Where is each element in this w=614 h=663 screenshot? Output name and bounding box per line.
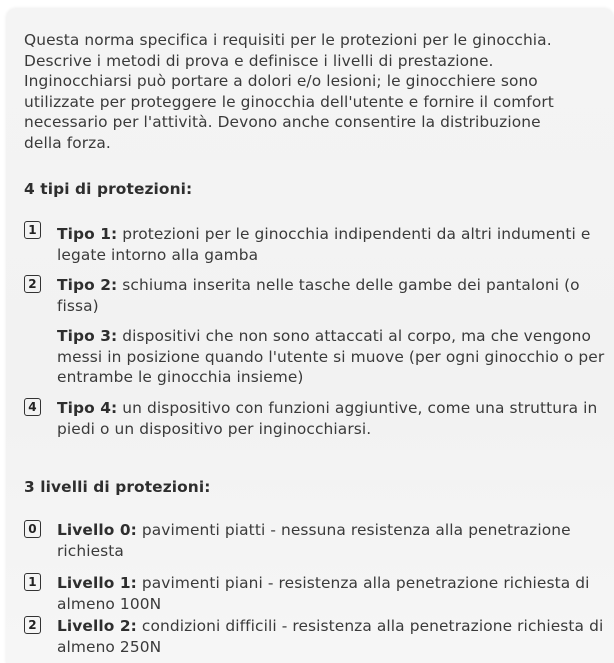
number-2-icon: 2	[24, 275, 41, 293]
type-item-text	[57, 275, 614, 316]
number-4-icon: 4	[24, 398, 41, 416]
type-label: Tipo 4:	[57, 399, 118, 417]
level-label: Livello 1:	[57, 574, 137, 592]
type-item-text	[57, 326, 614, 388]
content	[24, 30, 614, 656]
type-item-text	[57, 398, 614, 439]
type-description: un dispositivo con funzioni aggiuntive, come una struttura in piedi o un dispositivo per inginocchiarsi.	[57, 399, 598, 438]
level-label: Livello 2:	[57, 617, 137, 635]
type-description: schiuma inserita nelle tasche delle gambe dei pantaloni (o fissa)	[57, 276, 580, 315]
type-description: dispositivi che non sono attaccati al corpo, ma che vengono messi in posizione quando l'utente si muove (per ogni ginocchio o per entrambe le ginocchia insieme)	[57, 327, 605, 387]
type-item-text	[57, 224, 614, 265]
type-label: Tipo 2:	[57, 276, 118, 294]
type-label: Tipo 3:	[57, 327, 118, 345]
levels-section-title: 3 livelli di protezioni:	[24, 478, 211, 496]
type-description: protezioni per le ginocchia indipendenti da altri indumenti e legate intorno alla gamba	[57, 225, 591, 264]
level-description: pavimenti piani - resistenza alla penetrazione richiesta di almeno 100N	[57, 574, 590, 613]
number-1-icon: 1	[24, 573, 41, 591]
intro-paragraph: Questa norma specifica i requisiti per le protezioni per le ginocchia. Descrive i metodi di prova e definisce i livelli di prestazione. Inginocchiarsi può portare a dolori e/o lesioni; le ginocchiere sono utilizzate per proteggere le ginocchia dell'utente e fornire il comfort necessario per l'attività. Devono anche consentire la distribuzione della forza.	[24, 31, 554, 152]
types-section-title: 4 tipi di protezioni:	[24, 180, 193, 198]
number-1-icon: 1	[24, 221, 41, 239]
info-card	[6, 8, 614, 663]
type-label: Tipo 1:	[57, 225, 118, 243]
level-description: pavimenti piatti - nessuna resistenza alla penetrazione richiesta	[57, 521, 571, 560]
level-item-text	[57, 520, 614, 561]
level-description: condizioni difficili - resistenza alla penetrazione richiesta di almeno 250N	[57, 617, 604, 656]
level-label: Livello 0:	[57, 521, 137, 539]
level-item-text	[57, 616, 614, 657]
number-0-icon: 0	[24, 520, 41, 538]
level-item-text	[57, 573, 614, 614]
number-2-icon: 2	[24, 616, 41, 634]
